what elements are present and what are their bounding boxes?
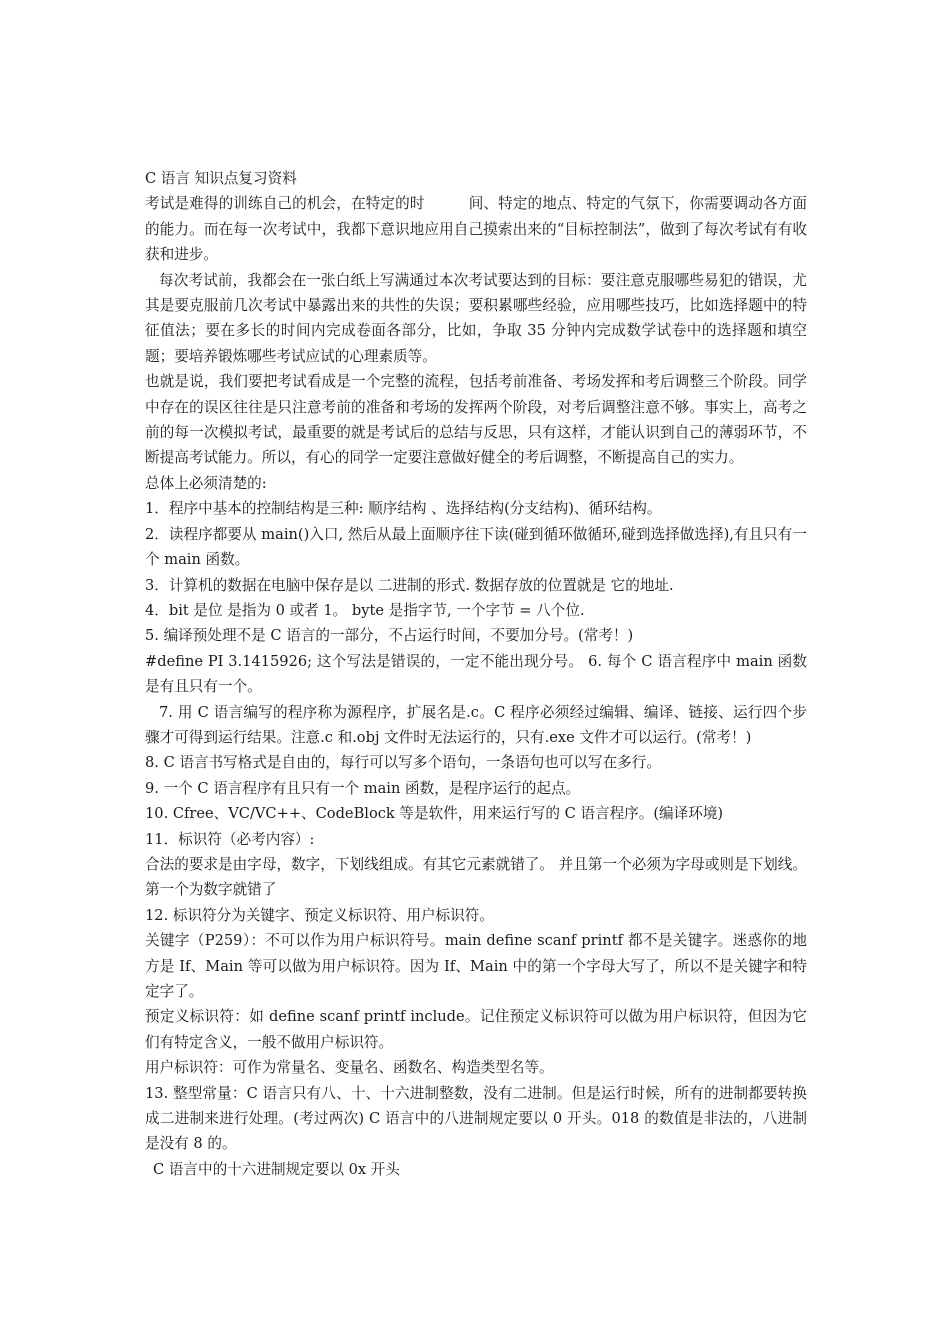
point-define-example: #define PI 3.1415926; 这个写法是错误的，一定不能出现分号。 6. 每个 C 语言程序中 main 函数是有且只有一个。 xyxy=(145,652,807,696)
point-13: 13. 整型常量：C 语言只有八、十、十六进制整数，没有二进制。但是运行时候，所有的进制都要转换成二进制来进行处理。(考过两次) C 语言中的八进制规定要以 0 开头。018 的数值是非法的，八进制是没有 8 的。 xyxy=(145,1084,807,1153)
point-11: 11．标识符（必考内容）: xyxy=(145,830,315,848)
point-5: 5. 编译预处理不是 C 语言的一部分，不占运行时间，不要加分号。(常考！) xyxy=(145,627,634,645)
point-3: 3．计算机的数据在电脑中保存是以 二进制的形式. 数据存放的位置就是 它的地址. xyxy=(145,576,674,594)
hex-rule: C 语言中的十六进制规定要以 0x 开头 xyxy=(153,1160,400,1178)
point-7: 7. 用 C 语言编写的程序称为源程序，扩展名是.c。C 程序必须经过编辑、编译、链接、运行四个步骤才可得到运行结果。注意.c 和.obj 文件时无法运行的，只有.exe 文件才可以运行。(常考！) xyxy=(145,703,807,746)
identifier-rules: 合法的要求是由字母，数字，下划线组成。有其它元素就错了。 并且第一个必须为字母或则是下划线。第一个为数字就错了 xyxy=(145,855,807,899)
point-10: 10. Cfree、VC/VC++、CodeBlock 等是软件，用来运行写的 C 语言程序。(编译环境) xyxy=(145,805,724,823)
section-heading: 总体上必须清楚的: xyxy=(145,474,267,492)
user-identifiers-paragraph: 用户标识符：可作为常量名、变量名、函数名、构造类型名等。 xyxy=(145,1059,554,1077)
point-1: 1．程序中基本的控制结构是三种: 顺序结构 、选择结构(分支结构)、循环结构。 xyxy=(145,500,662,518)
point-2: 2．读程序都要从 main()入口, 然后从最上面顺序往下读(碰到循环做循环,碰到选择做选择),有且只有一个 main 函数。 xyxy=(145,525,807,569)
paragraph-intro: 考试是难得的训练自己的机会，在特定的时 间、特定的地点、特定的气氛下，你需要调动各方面的能力。而在每一次考试中，我都下意识地应用自己摸索出来的“目标控制法”，做到了每次考试有有收获和进步。 xyxy=(145,195,807,264)
paragraph-goals: 每次考试前，我都会在一张白纸上写满通过本次考试要达到的目标：要注意克服哪些易犯的错误，尤其是要克服前几次考试中暴露出来的共性的失误；要积累哪些经验，应用哪些技巧，比如选择题中的特征值法；要在多长的时间内完成卷面各部分，比如，争取 35 分钟内完成数学试卷中的选择题和填空题；要培养锻炼哪些考试应试的心理素质等。 xyxy=(145,271,807,365)
paragraph-process: 也就是说，我们要把考试看成是一个完整的流程，包括考前准备、考场发挥和考后调整三个阶段。同学中存在的误区往往是只注意考前的准备和考场的发挥两个阶段，对考后调整注意不够。事实上，高考之前的每一次模拟考试，最重要的就是考试后的总结与反思，只有这样，才能认识到自己的薄弱环节，不断提高考试能力。所以，有心的同学一定要注意做好健全的考后调整，不断提高自己的实力。 xyxy=(145,373,807,467)
keywords-paragraph: 关键字（P259）：不可以作为用户标识符号。main define scanf printf 都不是关键字。迷惑你的地方是 If、Main 等可以做为用户标识符。因为 If、Main 中的第一个字母大写了，所以不是关键字和特定字了。 xyxy=(145,932,807,1000)
point-12: 12. 标识符分为关键字、预定义标识符、用户标识符。 xyxy=(145,906,494,924)
point-8: 8. C 语言书写格式是自由的，每行可以写多个语句，一条语句也可以写在多行。 xyxy=(145,754,661,772)
predefined-identifiers-paragraph: 预定义标识符：如 define scanf printf include。记住预定义标识符可以做为用户标识符，但因为它们有特定含义，一般不做用户标识符。 xyxy=(145,1008,807,1051)
point-9: 9. 一个 C 语言程序有且只有一个 main 函数，是程序运行的起点。 xyxy=(145,779,581,797)
point-4: 4．bit 是位 是指为 0 或者 1。 byte 是指字节, 一个字节 = 八个位. xyxy=(145,601,585,619)
document-body xyxy=(145,166,807,1182)
document-title: C 语言 知识点复习资料 xyxy=(145,170,297,187)
